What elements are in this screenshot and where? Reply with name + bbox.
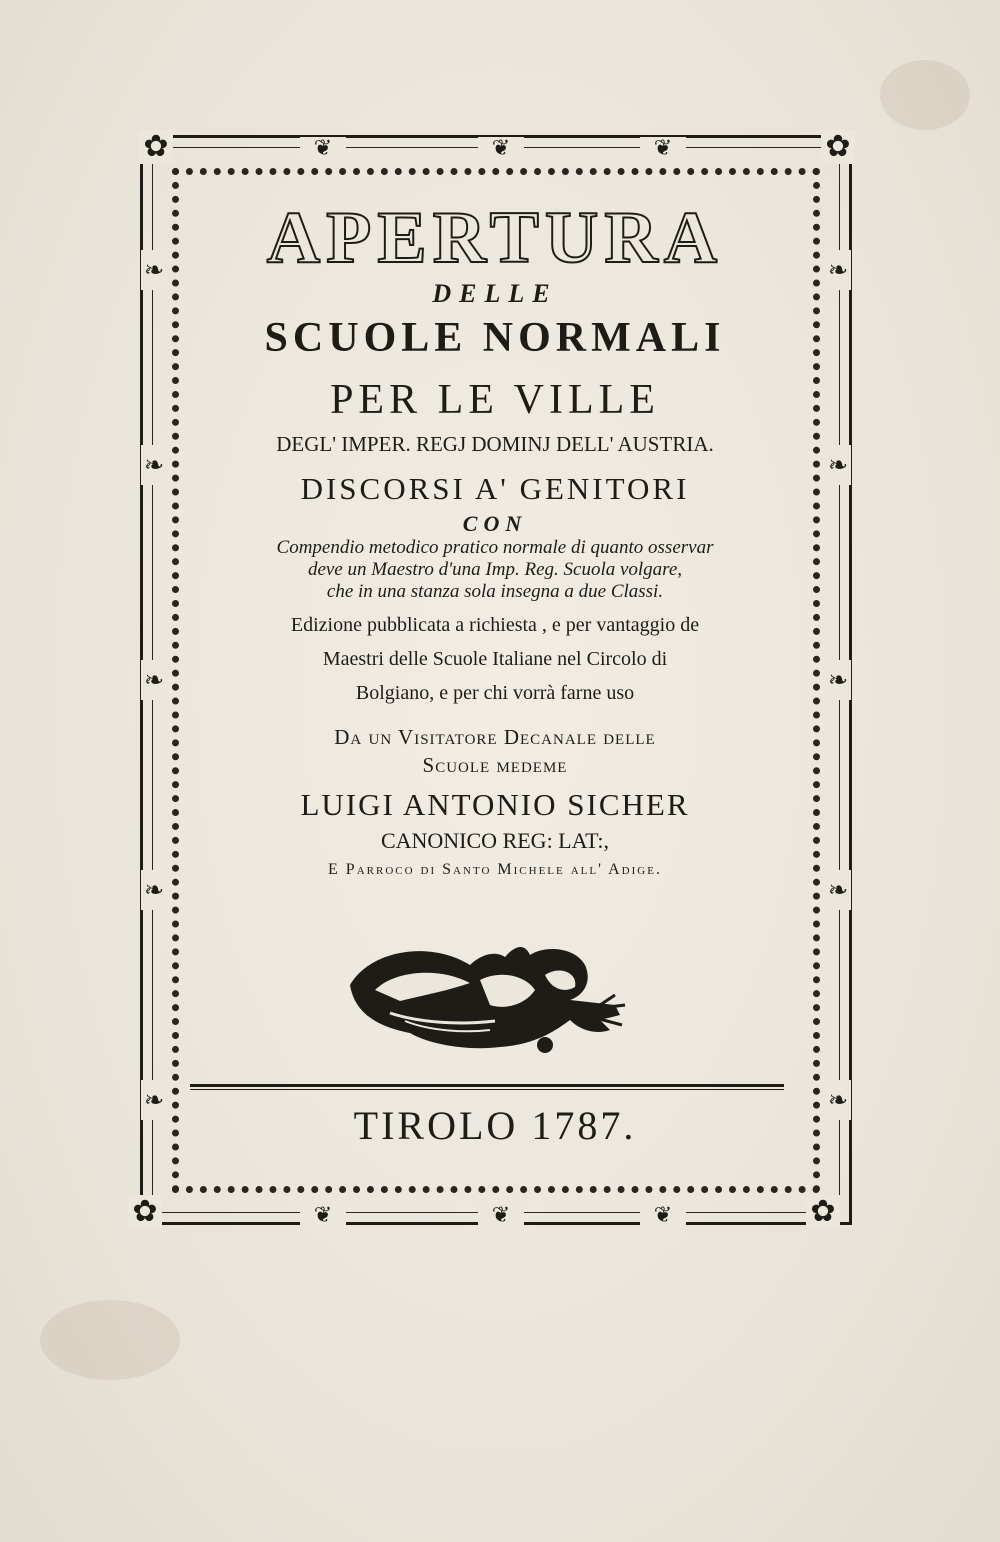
border-ornament-icon: ❧ bbox=[141, 660, 167, 700]
corner-ornament-icon: ✿ bbox=[806, 1195, 840, 1229]
author-intro-2: Scuole medeme bbox=[422, 753, 568, 777]
corner-ornament-icon: ✿ bbox=[128, 1195, 162, 1229]
border-ornament-icon: ❧ bbox=[825, 870, 851, 910]
title-connector-con: CON bbox=[462, 511, 528, 536]
author-parish: E Parroco di Santo Michele all' Adige. bbox=[328, 861, 662, 878]
subtitle-per-le-ville: PER LE VILLE bbox=[330, 377, 660, 423]
border-ornament-icon: ❧ bbox=[141, 1080, 167, 1120]
border-ornament-icon: ❦ bbox=[300, 137, 346, 159]
edition-line: Edizione pubblicata a richiesta , e per vantaggio de bbox=[290, 614, 700, 636]
subtitle-discorsi: DISCORSI A' GENITORI bbox=[300, 471, 690, 506]
compendio-line: che in una stanza sola insegna a due Classi. bbox=[326, 581, 664, 602]
compendio-line: deve un Maestro d'una Imp. Reg. Scuola volgare, bbox=[307, 559, 683, 580]
paper-stain bbox=[40, 1300, 180, 1380]
border-ornament-icon: ❧ bbox=[141, 870, 167, 910]
border-ornament-icon: ❦ bbox=[300, 1204, 346, 1226]
author-intro: Da un Visitatore Decanale delle bbox=[334, 725, 656, 749]
edition-line: Maestri delle Scuole Italiane nel Circolo di bbox=[322, 648, 668, 670]
border-ornament-icon: ❦ bbox=[478, 137, 524, 159]
main-title: APERTURA bbox=[266, 197, 724, 279]
author-name: LUIGI ANTONIO SICHER bbox=[300, 787, 690, 822]
imprint: TIROLO 1787. bbox=[353, 1103, 637, 1148]
border-ornament-icon: ❧ bbox=[825, 250, 851, 290]
border-ornament-icon: ❧ bbox=[825, 660, 851, 700]
paper-stain bbox=[880, 60, 970, 130]
border-ornament-icon: ❧ bbox=[141, 445, 167, 485]
title-connector: DELLE bbox=[432, 279, 558, 308]
title-block bbox=[185, 195, 805, 883]
border-ornament-icon: ❧ bbox=[825, 445, 851, 485]
compendio-line: Compendio metodico pratico normale di quanto osservar bbox=[276, 537, 714, 558]
woodcut-vignette-icon bbox=[330, 935, 630, 1065]
author-title: CANONICO REG: LAT:, bbox=[380, 828, 610, 853]
border-ornament-icon: ❧ bbox=[141, 250, 167, 290]
edition-line: Bolgiano, e per chi vorrà farne uso bbox=[355, 682, 635, 704]
border-ornament-icon: ❦ bbox=[478, 1204, 524, 1226]
corner-ornament-icon: ✿ bbox=[139, 130, 173, 164]
border-ornament-icon: ❦ bbox=[640, 1204, 686, 1226]
border-ornament-icon: ❦ bbox=[640, 137, 686, 159]
subtitle-scuole-normali: SCUOLE NORMALI bbox=[264, 315, 726, 361]
corner-ornament-icon: ✿ bbox=[821, 130, 855, 164]
subtitle-domini: DEGL' IMPER. REGJ DOMINJ DELL' AUSTRIA. bbox=[276, 432, 714, 456]
border-ornament-icon: ❧ bbox=[825, 1080, 851, 1120]
divider-rule-thin bbox=[190, 1089, 784, 1090]
divider-rule bbox=[190, 1084, 784, 1087]
